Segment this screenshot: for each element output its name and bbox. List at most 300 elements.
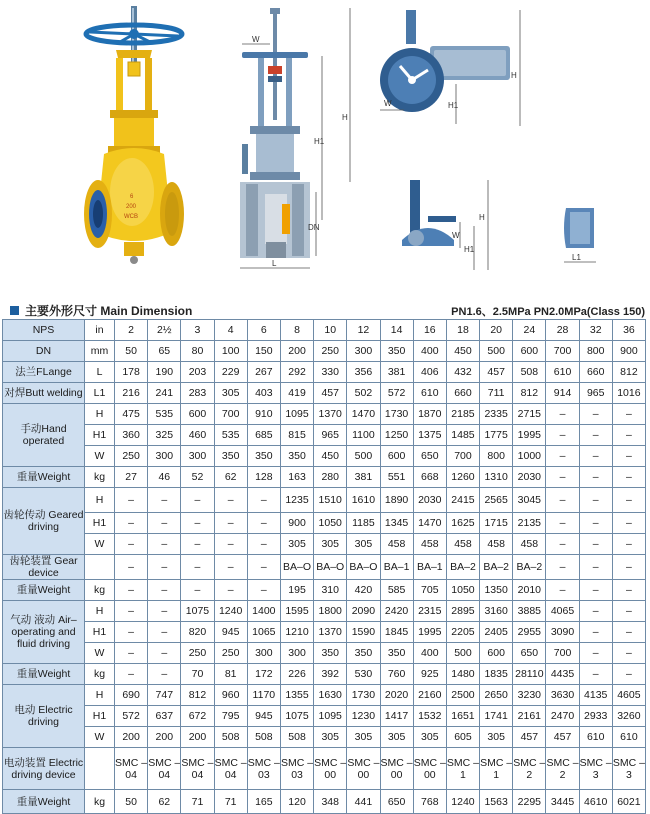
table-cell: 1375 xyxy=(413,425,446,446)
table-cell: – xyxy=(247,555,280,580)
row-unit xyxy=(85,748,115,790)
table-row xyxy=(3,727,646,748)
table-cell: 600 xyxy=(480,643,513,664)
table-cell: – xyxy=(115,513,148,534)
table-cell: – xyxy=(612,664,645,685)
table-cell: – xyxy=(546,534,579,555)
row-unit: W xyxy=(85,643,115,664)
table-cell: 6021 xyxy=(612,790,645,814)
table-cell: 1630 xyxy=(314,685,347,706)
row-label: 齿轮装置 Gear device xyxy=(3,555,85,580)
table-cell: 100 xyxy=(214,341,247,362)
row-unit: H xyxy=(85,685,115,706)
table-cell: BA–O xyxy=(280,555,313,580)
table-cell: – xyxy=(247,513,280,534)
table-cell: 1532 xyxy=(413,706,446,727)
table-cell: 1170 xyxy=(247,685,280,706)
table-cell: 500 xyxy=(446,643,479,664)
table-cell: 551 xyxy=(380,467,413,488)
table-cell: 305 xyxy=(347,534,380,555)
table-cell: 760 xyxy=(380,664,413,685)
table-cell: – xyxy=(148,555,181,580)
table-cell: 820 xyxy=(181,622,214,643)
table-cell: 14 xyxy=(380,320,413,341)
table-cell: 812 xyxy=(181,685,214,706)
row-label: NPS xyxy=(3,320,85,341)
table-cell: 660 xyxy=(446,383,479,404)
table-cell: 1730 xyxy=(347,685,380,706)
table-cell: 350 xyxy=(380,643,413,664)
table-cell: – xyxy=(181,488,214,513)
table-row xyxy=(3,513,646,534)
table-cell: 403 xyxy=(247,383,280,404)
table-cell: 190 xyxy=(148,362,181,383)
table-cell: 4065 xyxy=(546,601,579,622)
row-unit: H1 xyxy=(85,513,115,534)
table-cell: 1800 xyxy=(314,601,347,622)
table-cell: 1715 xyxy=(480,513,513,534)
table-cell: – xyxy=(115,622,148,643)
table-cell: 1230 xyxy=(347,706,380,727)
table-cell: 1845 xyxy=(380,622,413,643)
table-cell: 400 xyxy=(413,341,446,362)
table-cell: – xyxy=(148,622,181,643)
table-cell: 800 xyxy=(480,446,513,467)
table-cell: 4435 xyxy=(546,664,579,685)
table-cell: 458 xyxy=(513,534,546,555)
table-cell: – xyxy=(247,488,280,513)
table-cell: 120 xyxy=(280,790,313,814)
table-cell: 600 xyxy=(513,341,546,362)
table-cell: SMC –1 xyxy=(446,748,479,790)
table-cell: 27 xyxy=(115,467,148,488)
table-cell: 502 xyxy=(347,383,380,404)
table-cell: 3260 xyxy=(612,706,645,727)
table-cell: – xyxy=(612,467,645,488)
table-cell: BA–2 xyxy=(480,555,513,580)
row-label: 重量Weight xyxy=(3,467,85,488)
table-cell: 585 xyxy=(380,580,413,601)
table-cell: 267 xyxy=(247,362,280,383)
table-cell: 2405 xyxy=(480,622,513,643)
row-label: 重量Weight xyxy=(3,664,85,685)
table-cell: 1595 xyxy=(280,601,313,622)
table-cell: 6 xyxy=(247,320,280,341)
table-cell: 71 xyxy=(214,790,247,814)
table-cell: 925 xyxy=(413,664,446,685)
table-cell: 4605 xyxy=(612,685,645,706)
table-cell: 325 xyxy=(148,425,181,446)
table-cell: 200 xyxy=(148,727,181,748)
gear-dim-h: H xyxy=(479,213,485,222)
table-cell: SMC –2 xyxy=(513,748,546,790)
table-cell: 163 xyxy=(280,467,313,488)
table-cell: – xyxy=(546,555,579,580)
table-cell: 965 xyxy=(314,425,347,446)
table-cell: 700 xyxy=(546,643,579,664)
dim-h: H xyxy=(342,113,348,122)
table-cell: 381 xyxy=(347,467,380,488)
gear-dim-h1: H1 xyxy=(464,245,475,254)
table-cell: 2295 xyxy=(513,790,546,814)
table-cell: 300 xyxy=(148,446,181,467)
table-cell: 1210 xyxy=(280,622,313,643)
table-cell: – xyxy=(214,580,247,601)
table-cell: – xyxy=(612,601,645,622)
table-cell: – xyxy=(214,513,247,534)
table-cell: 1741 xyxy=(480,706,513,727)
table-cell: 2895 xyxy=(446,601,479,622)
table-cell: 650 xyxy=(413,446,446,467)
table-cell: 419 xyxy=(280,383,313,404)
table-cell: 283 xyxy=(181,383,214,404)
table-cell: 660 xyxy=(579,362,612,383)
section-title-wrap xyxy=(10,302,192,319)
table-cell: 700 xyxy=(446,446,479,467)
table-cell: 1995 xyxy=(513,425,546,446)
table-cell: 668 xyxy=(413,467,446,488)
table-cell: 1016 xyxy=(612,383,645,404)
table-cell: 500 xyxy=(480,341,513,362)
table-cell: 350 xyxy=(247,446,280,467)
table-cell: – xyxy=(612,555,645,580)
table-cell: – xyxy=(579,467,612,488)
table-cell: 250 xyxy=(115,446,148,467)
table-cell: SMC –04 xyxy=(115,748,148,790)
table-cell: – xyxy=(148,580,181,601)
table-cell: 800 xyxy=(579,341,612,362)
butt-weld-end-drawing xyxy=(560,204,600,274)
table-cell: 52 xyxy=(181,467,214,488)
table-cell: 229 xyxy=(214,362,247,383)
table-cell: 226 xyxy=(280,664,313,685)
table-cell: 441 xyxy=(347,790,380,814)
table-cell: 1075 xyxy=(280,706,313,727)
table-cell: 200 xyxy=(115,727,148,748)
table-cell: 1250 xyxy=(380,425,413,446)
table-cell: 1350 xyxy=(480,580,513,601)
table-cell: 2500 xyxy=(446,685,479,706)
table-cell: 458 xyxy=(380,534,413,555)
table-cell: 1470 xyxy=(413,513,446,534)
table-row xyxy=(3,643,646,664)
table-cell: 812 xyxy=(513,383,546,404)
table-cell: SMC –00 xyxy=(413,748,446,790)
section-header xyxy=(10,300,645,320)
table-cell: – xyxy=(247,534,280,555)
table-cell: 1240 xyxy=(214,601,247,622)
table-cell: 1345 xyxy=(380,513,413,534)
table-cell: – xyxy=(612,534,645,555)
table-cell: 815 xyxy=(280,425,313,446)
table-cell: 1995 xyxy=(413,622,446,643)
table-cell: – xyxy=(148,664,181,685)
table-cell: 356 xyxy=(347,362,380,383)
table-cell: 305 xyxy=(314,727,347,748)
table-cell: 1730 xyxy=(380,404,413,425)
row-unit: W xyxy=(85,534,115,555)
table-cell: 795 xyxy=(214,706,247,727)
table-cell: 350 xyxy=(380,341,413,362)
table-cell: – xyxy=(115,664,148,685)
row-unit: H1 xyxy=(85,425,115,446)
table-cell: 1485 xyxy=(446,425,479,446)
row-unit: H1 xyxy=(85,706,115,727)
table-cell: BA–1 xyxy=(380,555,413,580)
table-cell: 3885 xyxy=(513,601,546,622)
table-cell: BA–2 xyxy=(446,555,479,580)
table-row xyxy=(3,685,646,706)
table-cell: – xyxy=(612,425,645,446)
table-cell: 458 xyxy=(413,534,446,555)
elec-dim-w: W xyxy=(384,99,392,108)
table-cell: – xyxy=(612,488,645,513)
row-unit: L1 xyxy=(85,383,115,404)
table-cell: 350 xyxy=(347,643,380,664)
table-cell: 945 xyxy=(247,706,280,727)
table-cell: 24 xyxy=(513,320,546,341)
table-row xyxy=(3,534,646,555)
table-cell: 305 xyxy=(280,534,313,555)
table-cell: – xyxy=(579,664,612,685)
table-cell: 18 xyxy=(446,320,479,341)
table-cell: – xyxy=(612,513,645,534)
table-cell: 960 xyxy=(214,685,247,706)
table-cell: 2 xyxy=(115,320,148,341)
dim-dn: DN xyxy=(308,223,320,232)
table-cell: – xyxy=(214,534,247,555)
table-cell: 32 xyxy=(579,320,612,341)
table-cell: 458 xyxy=(480,534,513,555)
table-cell: 128 xyxy=(247,467,280,488)
table-cell: – xyxy=(181,513,214,534)
dim-l: L xyxy=(272,259,277,268)
table-cell: 610 xyxy=(579,727,612,748)
table-cell: 2650 xyxy=(480,685,513,706)
table-cell: 203 xyxy=(181,362,214,383)
table-cell: 475 xyxy=(115,404,148,425)
table-cell: 1400 xyxy=(247,601,280,622)
body-mark-size: 6 xyxy=(130,194,134,200)
table-cell: SMC –3 xyxy=(579,748,612,790)
table-cell: 305 xyxy=(347,727,380,748)
table-cell: 350 xyxy=(314,643,347,664)
table-cell: 65 xyxy=(148,341,181,362)
pressure-rating: PN1.6、2.5MPa PN2.0MPa(Class 150) xyxy=(451,306,645,318)
table-cell: – xyxy=(579,446,612,467)
table-cell: 310 xyxy=(314,580,347,601)
table-cell: 2470 xyxy=(546,706,579,727)
table-row xyxy=(3,320,646,341)
row-unit: in xyxy=(85,320,115,341)
table-cell: – xyxy=(214,488,247,513)
table-cell: – xyxy=(115,555,148,580)
table-cell: – xyxy=(148,601,181,622)
table-cell: – xyxy=(115,580,148,601)
table-cell: 711 xyxy=(480,383,513,404)
table-cell: – xyxy=(181,534,214,555)
table-cell: 910 xyxy=(247,404,280,425)
table-cell: – xyxy=(612,580,645,601)
table-cell: 4610 xyxy=(579,790,612,814)
table-cell: 1185 xyxy=(347,513,380,534)
table-cell: 432 xyxy=(446,362,479,383)
table-row xyxy=(3,555,646,580)
table-cell: SMC –2 xyxy=(546,748,579,790)
gear-dim-w: W xyxy=(452,231,460,240)
table-cell: 300 xyxy=(280,643,313,664)
weld-dim-l1: L1 xyxy=(572,253,581,262)
row-label: DN xyxy=(3,341,85,362)
table-cell: – xyxy=(612,446,645,467)
table-cell: 1470 xyxy=(347,404,380,425)
table-cell: 2415 xyxy=(446,488,479,513)
table-cell: – xyxy=(612,643,645,664)
table-cell: – xyxy=(579,425,612,446)
row-unit: H1 xyxy=(85,622,115,643)
table-cell: SMC –03 xyxy=(280,748,313,790)
table-cell: 965 xyxy=(579,383,612,404)
table-cell: 2030 xyxy=(513,467,546,488)
table-cell: 195 xyxy=(280,580,313,601)
table-cell: 172 xyxy=(247,664,280,685)
table-cell: 705 xyxy=(413,580,446,601)
table-cell: 1075 xyxy=(181,601,214,622)
table-cell: 200 xyxy=(280,341,313,362)
table-cell: 81 xyxy=(214,664,247,685)
table-cell: 400 xyxy=(413,643,446,664)
table-cell: 2½ xyxy=(148,320,181,341)
table-cell: 700 xyxy=(214,404,247,425)
elec-dim-h1: H1 xyxy=(448,101,459,110)
table-cell: 62 xyxy=(148,790,181,814)
table-cell: 610 xyxy=(546,362,579,383)
dim-h1: H1 xyxy=(314,137,325,146)
table-row xyxy=(3,341,646,362)
table-row xyxy=(3,362,646,383)
table-row xyxy=(3,383,646,404)
table-cell: 2955 xyxy=(513,622,546,643)
dim-w: W xyxy=(252,35,260,44)
row-unit: H xyxy=(85,488,115,513)
table-cell: 1355 xyxy=(280,685,313,706)
table-cell: 672 xyxy=(181,706,214,727)
table-cell: 4135 xyxy=(579,685,612,706)
table-cell: 62 xyxy=(214,467,247,488)
table-cell: 1065 xyxy=(247,622,280,643)
table-cell: 305 xyxy=(413,727,446,748)
row-label: 电动 Electric driving xyxy=(3,685,85,748)
table-cell: – xyxy=(148,488,181,513)
table-cell: – xyxy=(579,404,612,425)
table-cell: 280 xyxy=(314,467,347,488)
table-cell: 605 xyxy=(446,727,479,748)
table-cell: 600 xyxy=(380,446,413,467)
table-cell: 747 xyxy=(148,685,181,706)
table-row xyxy=(3,748,646,790)
title-square-icon xyxy=(10,306,19,315)
table-cell: 1100 xyxy=(347,425,380,446)
table-cell: 10 xyxy=(314,320,347,341)
table-cell: 2090 xyxy=(347,601,380,622)
row-label: 对焊Butt welding xyxy=(3,383,85,404)
table-cell: 1370 xyxy=(314,404,347,425)
table-cell: – xyxy=(115,534,148,555)
row-unit: kg xyxy=(85,664,115,685)
table-cell: 216 xyxy=(115,383,148,404)
table-cell: 20 xyxy=(480,320,513,341)
row-label: 重量Weight xyxy=(3,580,85,601)
table-cell: 350 xyxy=(280,446,313,467)
body-mark-material: WCB xyxy=(124,214,138,220)
table-row xyxy=(3,404,646,425)
table-cell: 650 xyxy=(380,790,413,814)
table-cell: – xyxy=(579,601,612,622)
gear-actuator-drawing xyxy=(392,176,502,276)
table-cell: 12 xyxy=(347,320,380,341)
table-cell: – xyxy=(612,622,645,643)
row-unit: W xyxy=(85,446,115,467)
table-cell: 330 xyxy=(314,362,347,383)
table-cell: 2160 xyxy=(413,685,446,706)
table-cell: 2565 xyxy=(480,488,513,513)
table-cell: 178 xyxy=(115,362,148,383)
table-cell: 457 xyxy=(480,362,513,383)
table-cell: 250 xyxy=(314,341,347,362)
table-cell: 457 xyxy=(314,383,347,404)
table-cell: – xyxy=(546,513,579,534)
table-cell: 2030 xyxy=(413,488,446,513)
table-cell: 300 xyxy=(347,341,380,362)
row-label: 重量Weight xyxy=(3,790,85,814)
table-cell: 2205 xyxy=(446,622,479,643)
table-cell: 2335 xyxy=(480,404,513,425)
table-cell: 535 xyxy=(148,404,181,425)
table-cell: BA–O xyxy=(314,555,347,580)
table-cell: 165 xyxy=(247,790,280,814)
table-cell: 348 xyxy=(314,790,347,814)
table-cell: – xyxy=(546,488,579,513)
table-cell: 1590 xyxy=(347,622,380,643)
table-cell: 508 xyxy=(513,362,546,383)
table-cell: – xyxy=(148,534,181,555)
table-cell: 150 xyxy=(247,341,280,362)
table-cell: 650 xyxy=(513,643,546,664)
table-cell: 16 xyxy=(413,320,446,341)
table-row xyxy=(3,622,646,643)
row-label: 法兰FLange xyxy=(3,362,85,383)
table-cell: BA–2 xyxy=(513,555,546,580)
table-cell: – xyxy=(546,467,579,488)
table-cell: 900 xyxy=(612,341,645,362)
table-cell: 1870 xyxy=(413,404,446,425)
section-title: 主要外形尺寸 Main Dimension xyxy=(25,304,193,318)
table-row xyxy=(3,664,646,685)
table-cell: 3630 xyxy=(546,685,579,706)
table-cell: 508 xyxy=(214,727,247,748)
table-cell: 1651 xyxy=(446,706,479,727)
table-cell: 3 xyxy=(181,320,214,341)
table-cell: 450 xyxy=(446,341,479,362)
table-cell: 300 xyxy=(247,643,280,664)
table-cell: 610 xyxy=(612,727,645,748)
row-label: 齿轮传动 Geared driving xyxy=(3,488,85,555)
row-label: 气动 液动 Air–operating and fluid driving xyxy=(3,601,85,664)
table-row xyxy=(3,488,646,513)
table-cell: SMC –04 xyxy=(214,748,247,790)
table-cell: – xyxy=(546,404,579,425)
table-cell: 3090 xyxy=(546,622,579,643)
